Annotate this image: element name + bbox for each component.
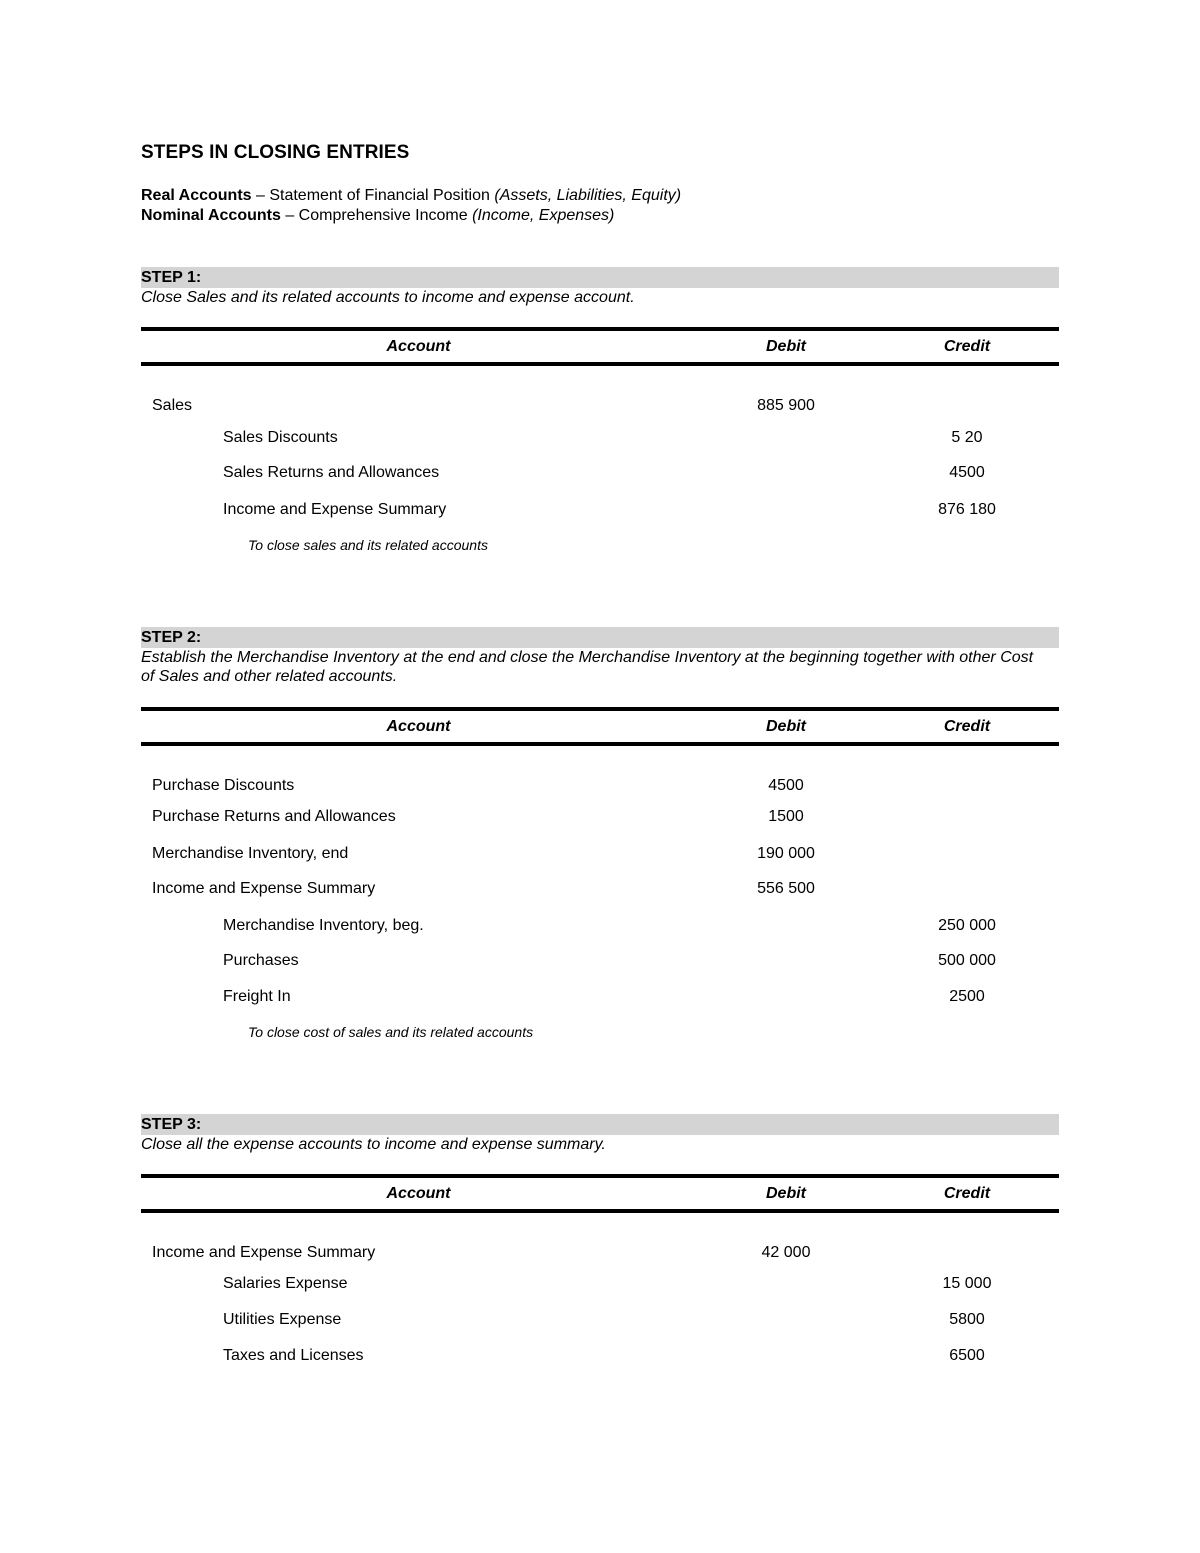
column-header-credit: Credit (943, 718, 991, 735)
column-header-debit: Debit (766, 338, 806, 355)
credit-cell: 2500 (949, 988, 985, 1005)
definition-separator: – (251, 187, 270, 204)
journal-table-step-1 (141, 327, 1059, 366)
definition-separator: – (280, 207, 299, 224)
credit-cell: 4500 (949, 464, 985, 481)
definition-desc: Comprehensive Income (298, 207, 473, 224)
table-header (141, 1174, 1059, 1213)
debit-cell: 190 000 (757, 845, 815, 862)
step-label: STEP 2: (141, 627, 1059, 648)
table-row (141, 464, 1059, 488)
column-header-account: Account (386, 338, 451, 355)
step-2-section (141, 627, 1059, 686)
column-header-account: Account (386, 1185, 451, 1202)
account-cell: Purchase Discounts (152, 777, 295, 794)
account-cell: Taxes and Licenses (223, 1347, 364, 1364)
credit-cell: 500 000 (938, 952, 996, 969)
debit-cell: 556 500 (757, 880, 815, 897)
account-cell: Sales (152, 397, 193, 414)
entry-memo: To close sales and its related accounts (248, 537, 488, 553)
table-row (141, 845, 1059, 869)
debit-cell: 885 900 (757, 397, 815, 414)
debit-cell: 4500 (768, 777, 804, 794)
definition-real-accounts (141, 187, 681, 205)
account-cell: Utilities Expense (223, 1311, 342, 1328)
table-row (141, 429, 1059, 453)
account-cell: Merchandise Inventory, beg. (223, 917, 424, 934)
definition-note: (Assets, Liabilities, Equity) (494, 187, 682, 204)
credit-cell: 250 000 (938, 917, 996, 934)
table-row (141, 1347, 1059, 1371)
account-cell: Freight In (223, 988, 291, 1005)
account-cell: Salaries Expense (223, 1275, 348, 1292)
step-description: Close all the expense accounts to income and expense summary. (141, 1136, 606, 1153)
account-cell: Sales Returns and Allowances (223, 464, 440, 481)
table-row (141, 808, 1059, 832)
step-description: Close Sales and its related accounts to income and expense account. (141, 289, 635, 306)
journal-table-step-3 (141, 1174, 1059, 1213)
column-header-debit: Debit (766, 1185, 806, 1202)
definition-desc: Statement of Financial Position (269, 187, 495, 204)
credit-cell: 5 20 (951, 429, 983, 446)
table-row (141, 952, 1059, 976)
definition-note: (Income, Expenses) (472, 207, 615, 224)
table-row (141, 988, 1059, 1012)
column-header-credit: Credit (943, 1185, 991, 1202)
table-row (141, 501, 1059, 525)
account-cell: Purchase Returns and Allowances (152, 808, 396, 825)
table-row (141, 777, 1059, 801)
definition-term: Nominal Accounts (141, 207, 281, 224)
definition-term: Real Accounts (141, 187, 252, 204)
column-header-account: Account (386, 718, 451, 735)
table-row (141, 1244, 1059, 1268)
credit-cell: 5800 (949, 1311, 985, 1328)
credit-cell: 15 000 (942, 1275, 992, 1292)
table-row (141, 917, 1059, 941)
table-row (141, 880, 1059, 904)
table-row (141, 1275, 1059, 1299)
page-title: STEPS IN CLOSING ENTRIES (141, 142, 410, 163)
step-label: STEP 1: (141, 267, 1059, 288)
table-header (141, 327, 1059, 366)
column-header-credit: Credit (943, 338, 991, 355)
account-cell: Purchases (223, 952, 299, 969)
table-row (141, 397, 1059, 421)
journal-table-step-2 (141, 707, 1059, 746)
account-cell: Merchandise Inventory, end (152, 845, 349, 862)
entry-memo: To close cost of sales and its related accounts (248, 1024, 534, 1040)
column-header-debit: Debit (766, 718, 806, 735)
table-header (141, 707, 1059, 746)
step-description: Establish the Merchandise Inventory at the end and close the Merchandise Inventory at the beginning together with other Cost of Sales and other related accounts. (141, 649, 1034, 685)
step-label: STEP 3: (141, 1114, 1059, 1135)
debit-cell: 42 000 (761, 1244, 811, 1261)
account-cell: Sales Discounts (223, 429, 338, 446)
definition-nominal-accounts (141, 207, 614, 225)
credit-cell: 6500 (949, 1347, 985, 1364)
credit-cell: 876 180 (938, 501, 996, 518)
account-cell: Income and Expense Summary (152, 1244, 376, 1261)
step-1-section (141, 267, 1059, 307)
step-3-section (141, 1114, 1059, 1154)
debit-cell: 1500 (768, 808, 804, 825)
account-cell: Income and Expense Summary (152, 880, 376, 897)
table-row (141, 1311, 1059, 1335)
account-cell: Income and Expense Summary (223, 501, 447, 518)
